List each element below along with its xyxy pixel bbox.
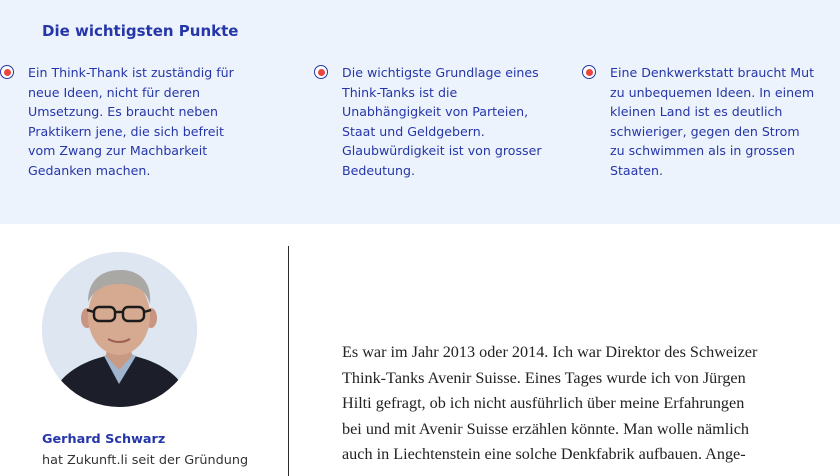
column-divider [288,246,289,476]
bullet-icon [0,65,14,79]
article-line: bei und mit Avenir Suisse erzählen könnte. Man wolle nämlich [342,419,749,438]
bullet-icon [314,65,328,79]
author-role: hat Zukunft.li seit der Gründung [42,453,249,468]
key-point-text: Eine Denkwerkstatt braucht Mut zu unbequemen Ideen. In einem kleinen Land ist es deutlich schwieriger, gegen den Strom zu schwimmen als in grossen Staaten. [610,65,815,178]
author-photo [42,252,197,407]
bullet-icon [582,65,596,79]
author-portrait-image [42,252,197,407]
key-point-item [582,63,815,180]
key-point-text: Die wichtigste Grundlage eines Think-Tanks ist die Unabhängigkeit von Parteien, Staat und Geldgebern. Glaubwürdigkeit ist von grosser Bedeutung. [342,65,542,178]
article-body [342,340,812,468]
key-points-panel [0,0,840,224]
article-line: Think-Tanks Avenir Suisse. Eines Tages wurde ich von Jürgen [342,368,746,387]
key-point-item [0,63,234,180]
article-line: auch in Liechtenstein eine solche Denkfabrik aufbauen. Ange- [342,445,746,463]
author-name: Gerhard Schwarz [42,432,166,447]
key-point-text: Ein Think-Thank ist zuständig für neue Ideen, nicht für deren Umsetzung. Es braucht neben Praktikern jene, die sich befreit vom Zwang zur Machbarkeit Gedanken machen. [28,65,234,178]
key-point-item [314,63,542,180]
article-line: Hilti gefragt, ob ich nicht ausführlich über meine Erfahrungen [342,394,745,412]
article-line: Es war im Jahr 2013 oder 2014. Ich war Direktor des Schweizer [342,343,758,361]
key-points-title: Die wichtigsten Punkte [42,22,239,40]
